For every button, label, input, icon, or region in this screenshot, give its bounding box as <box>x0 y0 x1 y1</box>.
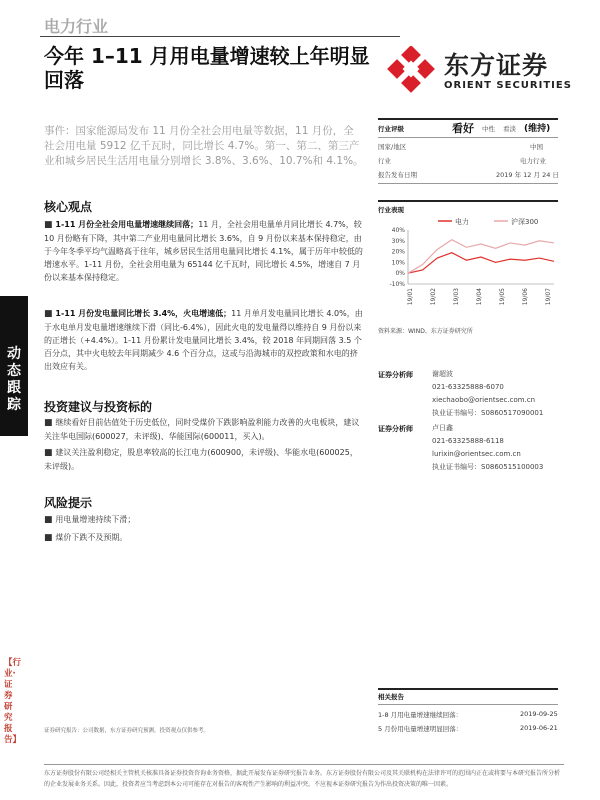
bullet-icon: ■ <box>44 418 56 428</box>
rating-neutral: 中性 <box>482 125 495 133</box>
chart-source: 资料来源：WIND、东方证券研究所 <box>378 328 473 335</box>
report-type-tab: 动 态 跟 踪 <box>0 296 28 436</box>
rating-divider <box>378 137 558 138</box>
analyst-cert: 执业证书编号：S0860517090001 <box>432 409 544 417</box>
x-tick-label: 19/03 <box>453 288 460 306</box>
analyst-card-2 <box>432 422 543 474</box>
x-tick-label: 19/04 <box>476 288 483 306</box>
report-title: 今年 1–11 月用电量增速较上年明显回落 <box>44 44 370 92</box>
y-tick-label: 30% <box>391 237 405 245</box>
bullet-icon: ■ <box>44 448 56 458</box>
header-divider <box>40 36 400 37</box>
analyst-card-1 <box>432 368 543 420</box>
rating-row-value: 电力行业 <box>520 157 546 165</box>
y-tick-label: 40% <box>391 227 405 234</box>
orient-logo-icon <box>386 46 438 98</box>
analyst-name: 卢日鑫 <box>432 424 453 432</box>
side-report-category: 【行业·证券研究报告】 <box>4 658 22 745</box>
logo-text-en: ORIENT SECURITIES <box>444 80 572 91</box>
legend-label: 沪深300 <box>511 218 539 226</box>
related-title: 相关报告 <box>378 693 404 701</box>
rating-row-key: 报告发布日期 <box>378 171 417 179</box>
rating-label: 行业评级 <box>378 125 404 133</box>
x-tick-label: 19/06 <box>522 288 529 306</box>
chart-top-border <box>378 200 558 202</box>
advice-title: 投资建议与投资标的 <box>44 400 153 414</box>
analyst-cert: 执业证书编号：S0860515100003 <box>432 463 544 471</box>
related-divider <box>378 704 558 705</box>
rating-value: 看好 <box>452 122 474 135</box>
related-item-date: 2019-06-21 <box>520 724 558 732</box>
rating-row-key: 行业 <box>378 157 391 165</box>
footer-legal-text: 东方证券股份有限公司经相关主管机关核准具备证券投资咨询业务资格，据此开展发布证券研究报告业务。东方证券股份有限公司及其关联机构在法律许可的范围内正在或将要与本研究报告所分析的企业发展业务关系。因此，投资者应当考虑到本公司可能存在对报告的客观性产生影响的利益冲突，不应视本证券研究报告为作出投资决策的唯一因素。 <box>44 770 561 788</box>
core-point-2-body: 11 月单月发电量同比增长 4.0%，由于水电单月发电量增速继续下滑（同比-6.4%），因此火电的发电量得以维持自 9 月份以来的正增长（+4.4%）。1-11 月份累计发电量同比增长 3.4%，较 2018 年同期回落 3.5 个百分点，其中火电较去年同期减少 4.6 个百分点，这或与沿海城市的双控政策和水电的挤出效应有关。 <box>44 309 363 371</box>
related-item-title[interactable]: 1-8 月用电量增速继续回落： <box>378 711 463 719</box>
rating-row-key: 国家/地区 <box>378 143 407 151</box>
advice-point-1: ■ 继续看好目前估值处于历史低位，同时受煤价下跌影响盈利能力改善的火电板块，建议关注华电国际(600027，未评级)、华能国际(600011，买入)。 <box>44 418 360 441</box>
rating-maintain: (维持) <box>524 124 551 134</box>
rating-row-value: 2019 年 12 月 24 日 <box>496 171 559 179</box>
core-point-1-lead: 1-11 月份全社会用电量增速继续回落； <box>55 220 199 229</box>
industry-performance-chart <box>378 216 558 320</box>
analyst-label: 证券分析师 <box>378 425 413 433</box>
analyst-tel: 021-63325888-6118 <box>432 437 504 445</box>
y-tick-label: 0% <box>395 270 405 278</box>
analyst-email: xiechaobo@orientsec.com.cn <box>432 396 536 404</box>
chart-title: 行业表现 <box>378 206 404 214</box>
event-summary: 事件：国家能源局发布 11 月份全社会用电量等数据，11 月份，全社会用电量 5912 亿千瓦时，同比增长 4.7%。第一、第二、第三产业和城乡居民生活用电量分别增长 3.8%、3.6%、10.7%和 4.1%。 <box>44 125 364 167</box>
related-item-date: 2019-09-25 <box>520 710 558 718</box>
x-tick-label: 19/07 <box>545 288 552 306</box>
industry-label: 电力行业 <box>44 17 109 36</box>
rating-avoid: 看淡 <box>503 125 516 133</box>
rating-bottom-border <box>378 183 558 184</box>
core-point-1-body: 11 月，全社会用电量单月同比增长 4.7%，较 10 月份略有下降，其中第二产业用电量同比增长 3.6%，自 9 月份以来基本保持稳定，由于今年冬季平均气温略高于往年，城乡居民生活用电量同比增长 4.1%，属于历年中较低的增速水平。1-11 月份，全社会用电量为 65144 亿千瓦时，同比增长 4.5%，增速自 7 月份以来基本保持稳定。 <box>44 220 363 282</box>
risk-item-2: ■ 煤价下跌不及预期。 <box>44 533 128 543</box>
analyst-label: 证券分析师 <box>378 371 413 379</box>
risk-title: 风险提示 <box>44 496 93 510</box>
legend-label: 电力 <box>455 218 469 226</box>
core-point-2-lead: 1-11 月份发电量同比增长 3.4%，火电增速低； <box>55 309 232 318</box>
core-point-1 <box>44 218 364 284</box>
analyst-tel: 021-63325888-6070 <box>432 383 504 391</box>
rating-row-value: 中国 <box>530 143 543 151</box>
logo-text-cn: 东方证券 <box>444 51 549 80</box>
x-tick-label: 19/05 <box>499 288 506 306</box>
related-top-border <box>378 688 558 690</box>
footer-divider <box>44 764 564 765</box>
bullet-icon: ■ <box>44 220 56 230</box>
bullet-icon: ■ <box>44 309 56 319</box>
risk-item-1: ■ 用电量增速持续下滑； <box>44 515 136 525</box>
series-line-电力 <box>408 253 554 274</box>
analyst-name: 谢超波 <box>432 370 453 378</box>
core-point-2 <box>44 307 364 373</box>
advice-point-2: ■ 建议关注盈利稳定，股息率较高的长江电力(600900，未评级)、华能水电(600025，未评级)。 <box>44 448 358 471</box>
disclaimer-text: 证券研究报告：公司数据，东方证券研究预测。投资观点仅供参考。 <box>44 728 210 734</box>
y-tick-label: 20% <box>391 248 405 256</box>
core-views-title: 核心观点 <box>44 200 93 214</box>
analyst-email: lurixin@orientsec.com.cn <box>432 450 521 458</box>
y-tick-label: -10% <box>389 281 405 288</box>
related-item-title[interactable]: 5 月份用电量增速明显回落： <box>378 725 463 733</box>
y-tick-label: 10% <box>391 259 405 267</box>
x-tick-label: 19/02 <box>430 288 437 306</box>
x-tick-label: 19/01 <box>407 288 414 306</box>
